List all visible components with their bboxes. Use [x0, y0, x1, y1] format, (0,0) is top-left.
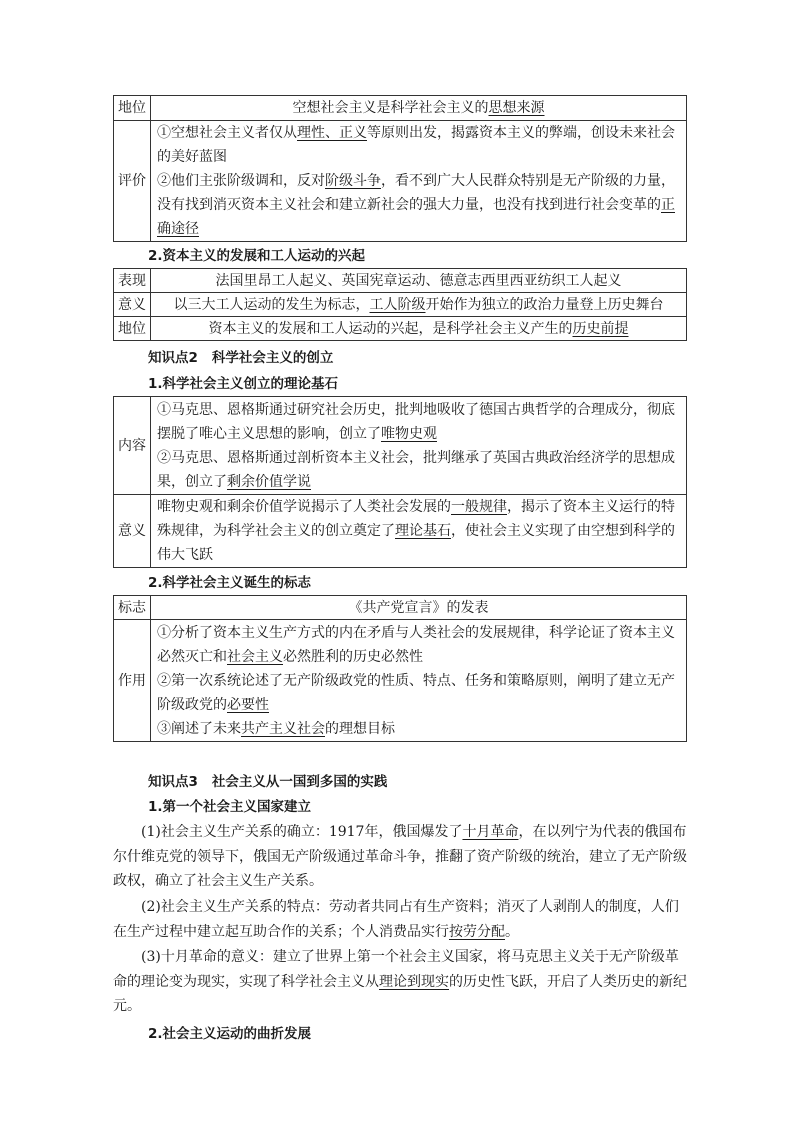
row-label: 标志: [114, 596, 151, 620]
table-row: [114, 397, 687, 495]
point-2: ②第一次系统论述了无产阶级政党的性质、特点、任务和策略原则，阐明了建立无产阶级政党的必要性: [157, 672, 675, 713]
subheading: 1.第一个社会主义国家建立: [148, 799, 312, 815]
subheading: 1.科学社会主义创立的理论基石: [148, 376, 339, 392]
table-row: [114, 495, 687, 568]
paragraph-2: (2)社会主义生产关系的特点：劳动者共同占有生产资料；消灭了人剥削人的制度，人们在生产过程中建立起互助合作的关系；个人消费品实行按劳分配。: [113, 899, 679, 940]
point-1: ①马克思、恩格斯通过研究社会历史，批判地吸收了德国古典哲学的合理成分，彻底摆脱了唯心主义思想的影响，创立了唯物史观: [157, 401, 675, 442]
row-label: 意义: [114, 495, 151, 568]
subheading: 2.资本主义的发展和工人运动的兴起: [148, 248, 366, 264]
table-communist-manifesto: [113, 595, 687, 742]
paragraph-3: (3)十月革命的意义：建立了世界上第一个社会主义国家，将马克思主义关于无产阶级革命的理论变为现实，实现了科学社会主义从理论到现实的历史性飞跃，开启了人类历史的新纪元。: [113, 949, 687, 1014]
section-heading: 知识点2 科学社会主义的创立: [148, 350, 334, 366]
row-label: 表现: [114, 269, 151, 293]
table-row: [114, 121, 687, 242]
paragraph-1: (1)社会主义生产关系的确立：1917年，俄国爆发了十月革命，在以列宁为代表的俄国布尔什维克党的领导下，俄国无产阶级通过革命斗争，推翻了资产阶级的统治，建立了无产阶级政权，确立了社会主义生产关系。: [113, 824, 687, 889]
row-label: 作用: [114, 620, 151, 742]
row-content: [151, 121, 687, 242]
table-row: [114, 96, 687, 121]
point-2: ②马克思、恩格斯通过剖析资本主义社会，批判继承了英国古典政治经济学的思想成果，创立了剩余价值学说: [157, 449, 675, 490]
section-heading: 知识点3 社会主义从一国到多国的实践: [148, 774, 388, 790]
row-label: 意义: [114, 293, 151, 317]
row-label: 评价: [114, 121, 151, 242]
subheading: 2.科学社会主义诞生的标志: [148, 575, 312, 591]
table-row: [114, 620, 687, 742]
table-row: [114, 317, 687, 341]
table-row: [114, 293, 687, 317]
point-2: ②他们主张阶级调和，反对阶级斗争，看不到广大人民群众特别是无产阶级的力量，没有找到消灭资本主义社会和建立新社会的强大力量，也没有找到进行社会变革的正确途径: [157, 173, 675, 237]
table-row: [114, 596, 687, 620]
table-theoretical-foundation: [113, 396, 687, 568]
row-content: 资本主义的发展和工人运动的兴起，是科学社会主义产生的历史前提: [151, 317, 687, 341]
row-content: [151, 397, 687, 495]
point-1: ①空想社会主义者仅从理性、正义等原则出发，揭露资本主义的弊端，创设未来社会的美好蓝图: [157, 125, 675, 165]
row-label: 内容: [114, 397, 151, 495]
row-content: 法国里昂工人起义、英国宪章运动、德意志西里西亚纺织工人起义: [151, 269, 687, 293]
row-content: 《共产党宣言》的发表: [151, 596, 687, 620]
table-row: [114, 269, 687, 293]
row-content: 以三大工人运动的发生为标志，工人阶级开始作为独立的政治力量登上历史舞台: [151, 293, 687, 317]
row-content: 空想社会主义是科学社会主义的思想来源: [151, 96, 687, 121]
row-label: 地位: [114, 317, 151, 341]
subheading: 2.社会主义运动的曲折发展: [148, 1026, 312, 1042]
row-content: [151, 620, 687, 742]
table-utopian-socialism: [113, 95, 687, 242]
table-capitalism-labor: [113, 268, 687, 341]
row-label: 地位: [114, 96, 151, 121]
row-content: 唯物史观和剩余价值学说揭示了人类社会发展的一般规律，揭示了资本主义运行的特殊规律，为科学社会主义的创立奠定了理论基石，使社会主义实现了由空想到科学的伟大飞跃: [151, 495, 687, 568]
point-3: ③阐述了未来共产主义社会的理想目标: [157, 720, 395, 737]
point-1: ①分析了资本主义生产方式的内在矛盾与人类社会的发展规律，科学论证了资本主义必然灭亡和社会主义必然胜利的历史必然性: [157, 624, 675, 665]
